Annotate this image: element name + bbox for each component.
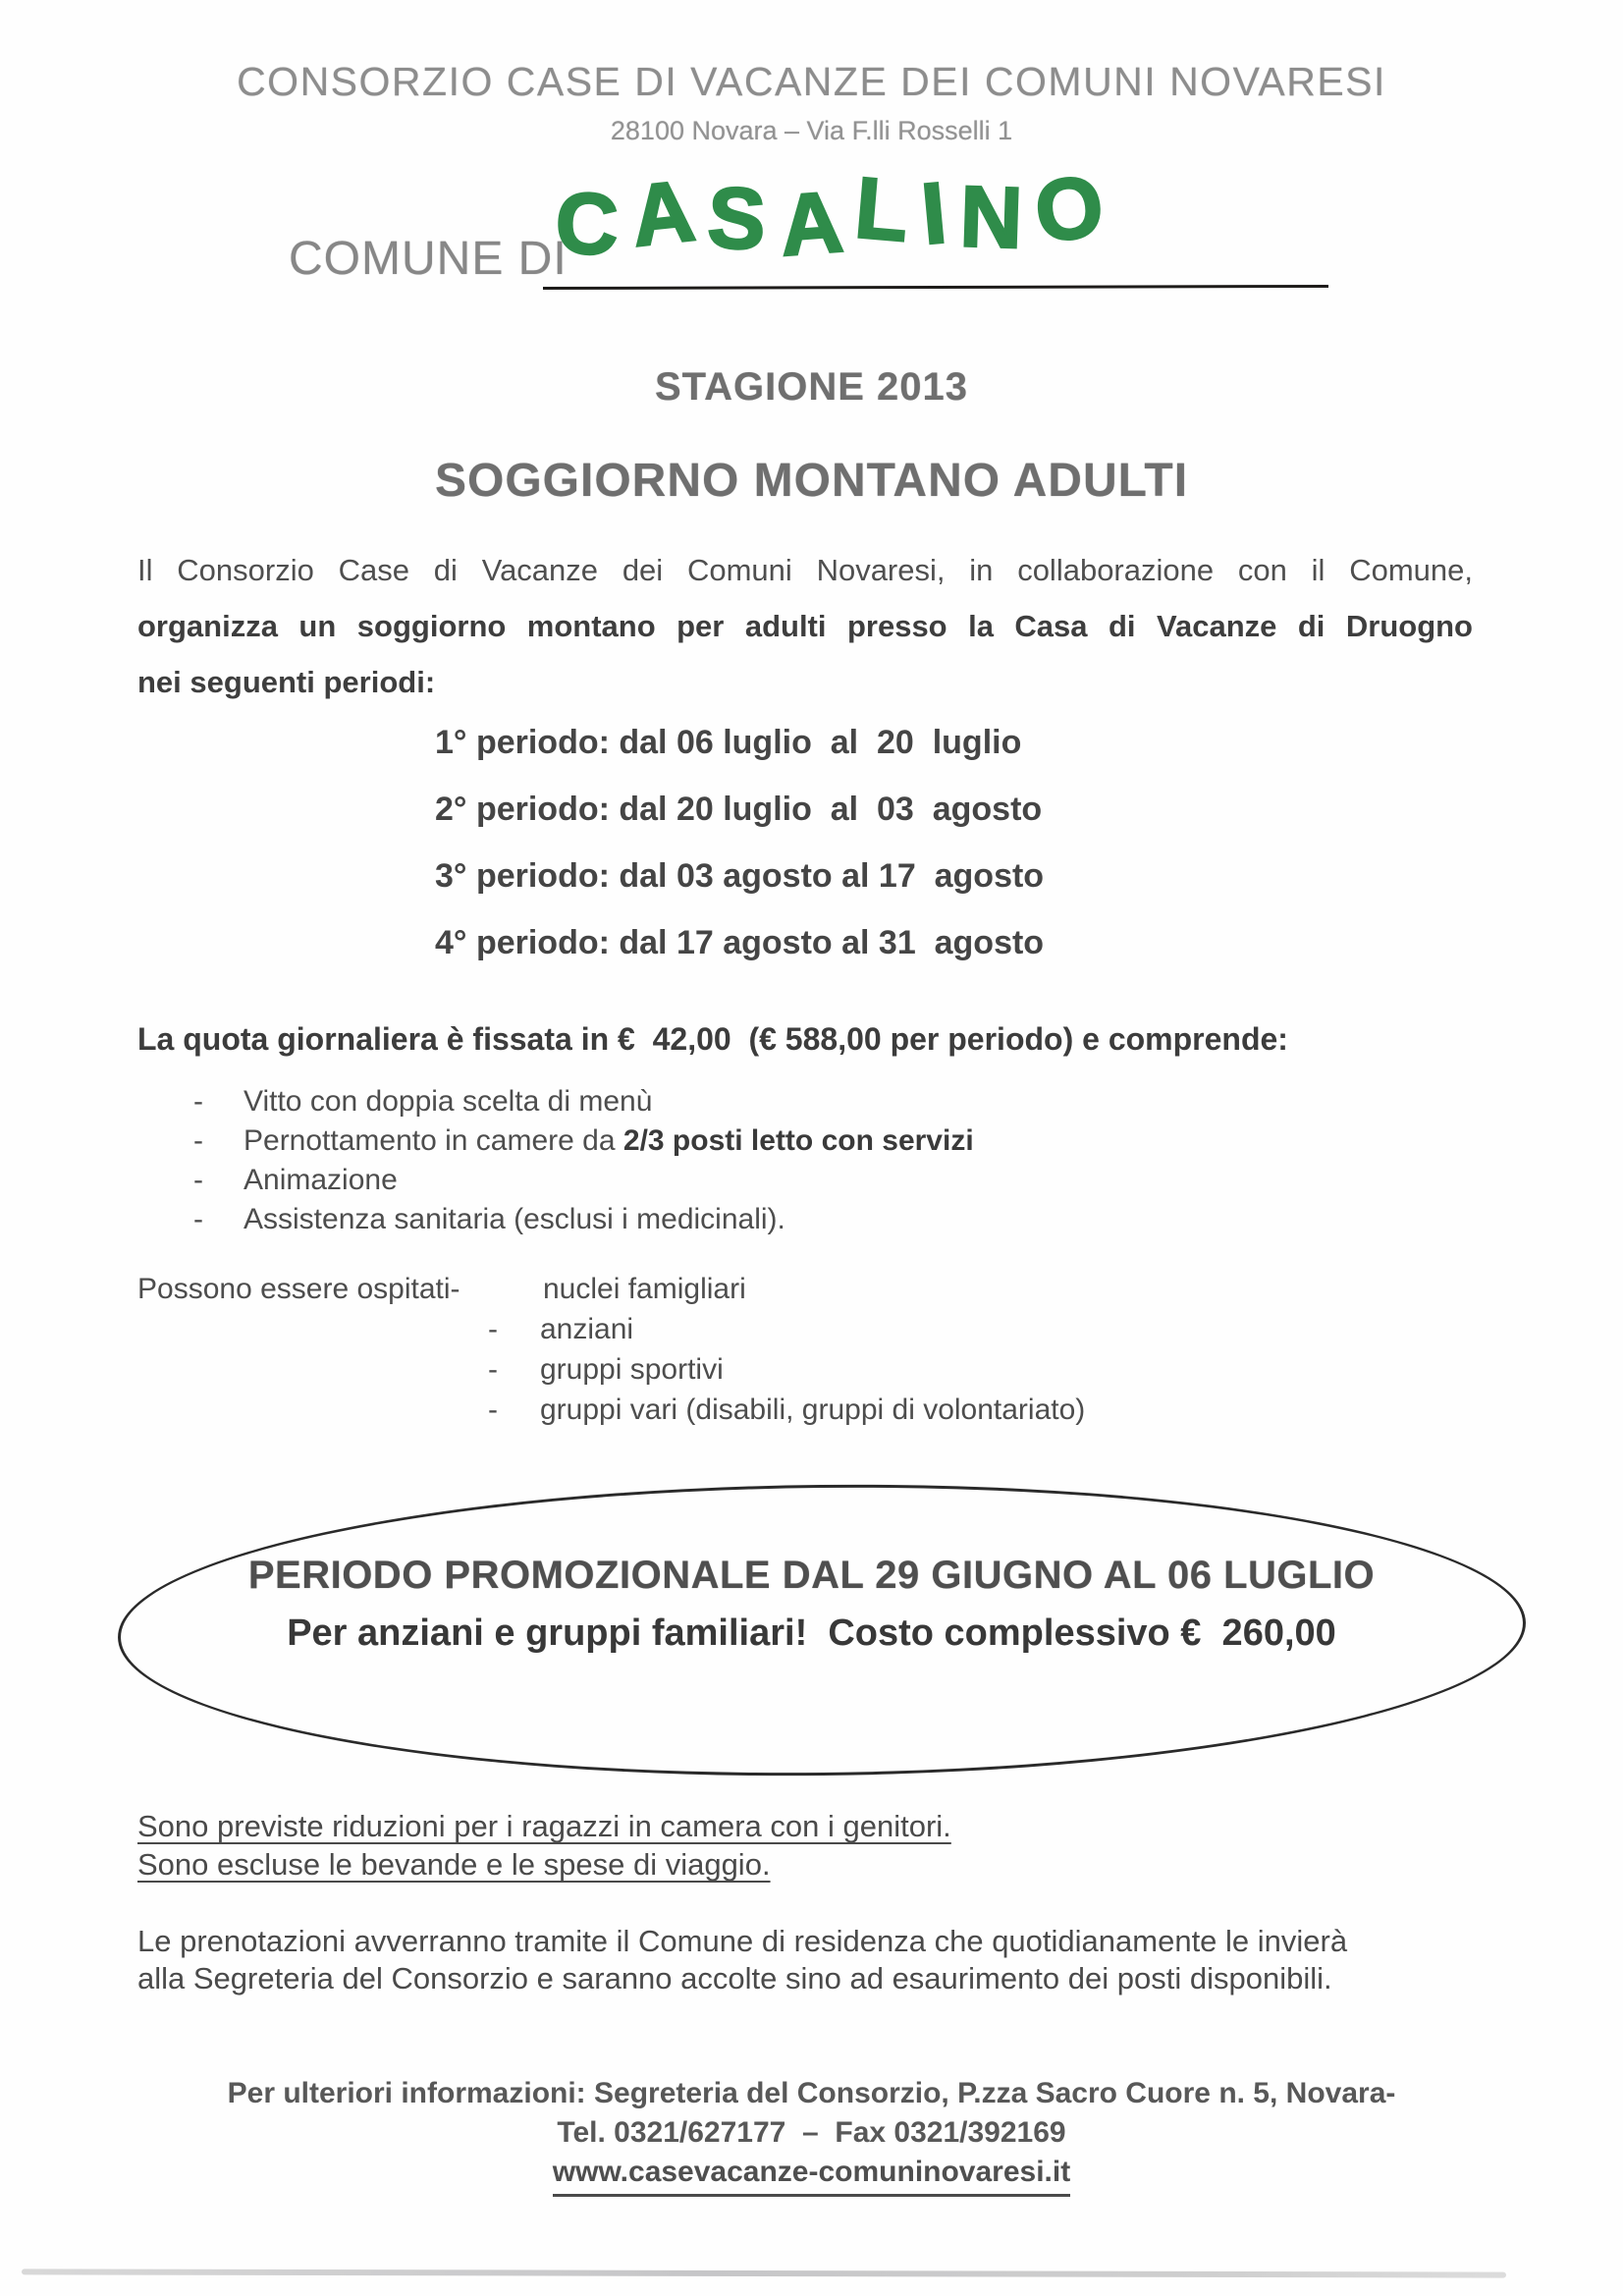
- hosted-label: Possono essere ospitati-: [137, 1273, 460, 1305]
- org-address: 28100 Novara – Via F.lli Rosselli 1: [610, 116, 1013, 145]
- dash-bullet: -: [488, 1313, 498, 1345]
- hosted-item-3: gruppi sportivi: [540, 1353, 724, 1386]
- intro-line-2: organizza un soggiorno montano per adulti presso la Casa di Vacanze di Druogno: [137, 609, 1473, 643]
- period-item-4: 4° periodo: dal 17 agosto al 31 agosto: [435, 924, 1045, 961]
- include-item-1: [193, 1082, 974, 1121]
- booking-line-2: alla Segreteria del Consorzio e saranno accolte sino ad esaurimento dei posti disponibili.: [137, 1961, 1332, 1995]
- hosted-item-4: gruppi vari (disabili, gruppi di volontariato): [540, 1394, 1086, 1426]
- season-title: STAGIONE 2013: [654, 365, 969, 409]
- intro-line-3: nei seguenti periodi:: [137, 665, 436, 699]
- main-title: SOGGIORNO MONTANO ADULTI: [434, 455, 1189, 507]
- booking-paragraph: [137, 1923, 1512, 1997]
- intro-line-1: Il Consorzio Case di Vacanze dei Comuni Novaresi, in collaborazione con il Comune,: [137, 553, 1473, 587]
- comune-underline: [543, 285, 1328, 290]
- org-name: CONSORZIO CASE DI VACANZE DEI COMUNI NOVARESI: [237, 59, 1386, 104]
- footer-info-block: [0, 2074, 1623, 2197]
- footer-info: Per ulteriori informazioni: Segreteria del Consorzio, P.zza Sacro Cuore n. 5, Novara-: [227, 2077, 1396, 2109]
- include-item-text: Vitto con doppia scelta di menù: [243, 1085, 653, 1118]
- scanner-artifact-line: [22, 2269, 1506, 2277]
- include-item-3: [193, 1161, 974, 1200]
- period-item-2: 2° periodo: dal 20 luglio al 03 agosto: [435, 791, 1043, 828]
- hosted-item-1: nuclei famigliari: [543, 1273, 746, 1305]
- include-item-text: Pernottamento in camere da: [243, 1124, 623, 1157]
- hosted-section: [137, 1273, 1316, 1445]
- dash-bullet: -: [193, 1203, 203, 1235]
- promo-line-2: Per anziani e gruppi familiari! Costo complessivo € 260,00: [287, 1613, 1336, 1654]
- periods-list: [435, 709, 1044, 976]
- period-item-1: 1° periodo: dal 06 luglio al 20 luglio: [435, 724, 1022, 761]
- dash-bullet: -: [193, 1164, 203, 1196]
- footer-website: www.casevacanze-comuninovaresi.it: [553, 2153, 1070, 2197]
- footer-tel-fax: Tel. 0321/627177 – Fax 0321/392169: [557, 2116, 1066, 2149]
- include-item-text-bold: 2/3 posti letto con servizi: [622, 1124, 974, 1157]
- dash-bullet: -: [488, 1353, 498, 1386]
- include-item-text: Assistenza sanitaria (esclusi i medicinali).: [243, 1203, 785, 1235]
- note-reductions: Sono previste riduzioni per i ragazzi in camera con i genitori.: [137, 1809, 951, 1843]
- includes-list: [193, 1082, 974, 1239]
- dash-bullet: -: [193, 1085, 203, 1118]
- dash-bullet: -: [193, 1124, 203, 1157]
- note-exclusions: Sono escluse le bevande e le spese di viaggio.: [137, 1847, 771, 1882]
- hosted-item-2: anziani: [540, 1313, 634, 1345]
- include-item-text: Animazione: [243, 1164, 398, 1196]
- period-item-3: 3° periodo: dal 03 agosto al 17 agosto: [435, 857, 1045, 895]
- promo-line-1: PERIODO PROMOZIONALE DAL 29 GIUGNO AL 06 LUGLIO: [247, 1554, 1376, 1597]
- include-item-2: [193, 1121, 974, 1161]
- include-item-4: [193, 1200, 974, 1239]
- comune-label: COMUNE DI: [289, 233, 568, 285]
- booking-line-1: Le prenotazioni avverranno tramite il Comune di residenza che quotidianamente le invierà: [137, 1924, 1348, 1958]
- quota-line: La quota giornaliera è fissata in € 42,00 (€ 588,00 per periodo) e comprende:: [137, 1021, 1288, 1057]
- dash-bullet: -: [488, 1394, 498, 1426]
- intro-paragraph: [137, 542, 1473, 710]
- comune-name-handwritten: CASALINO: [554, 154, 1123, 275]
